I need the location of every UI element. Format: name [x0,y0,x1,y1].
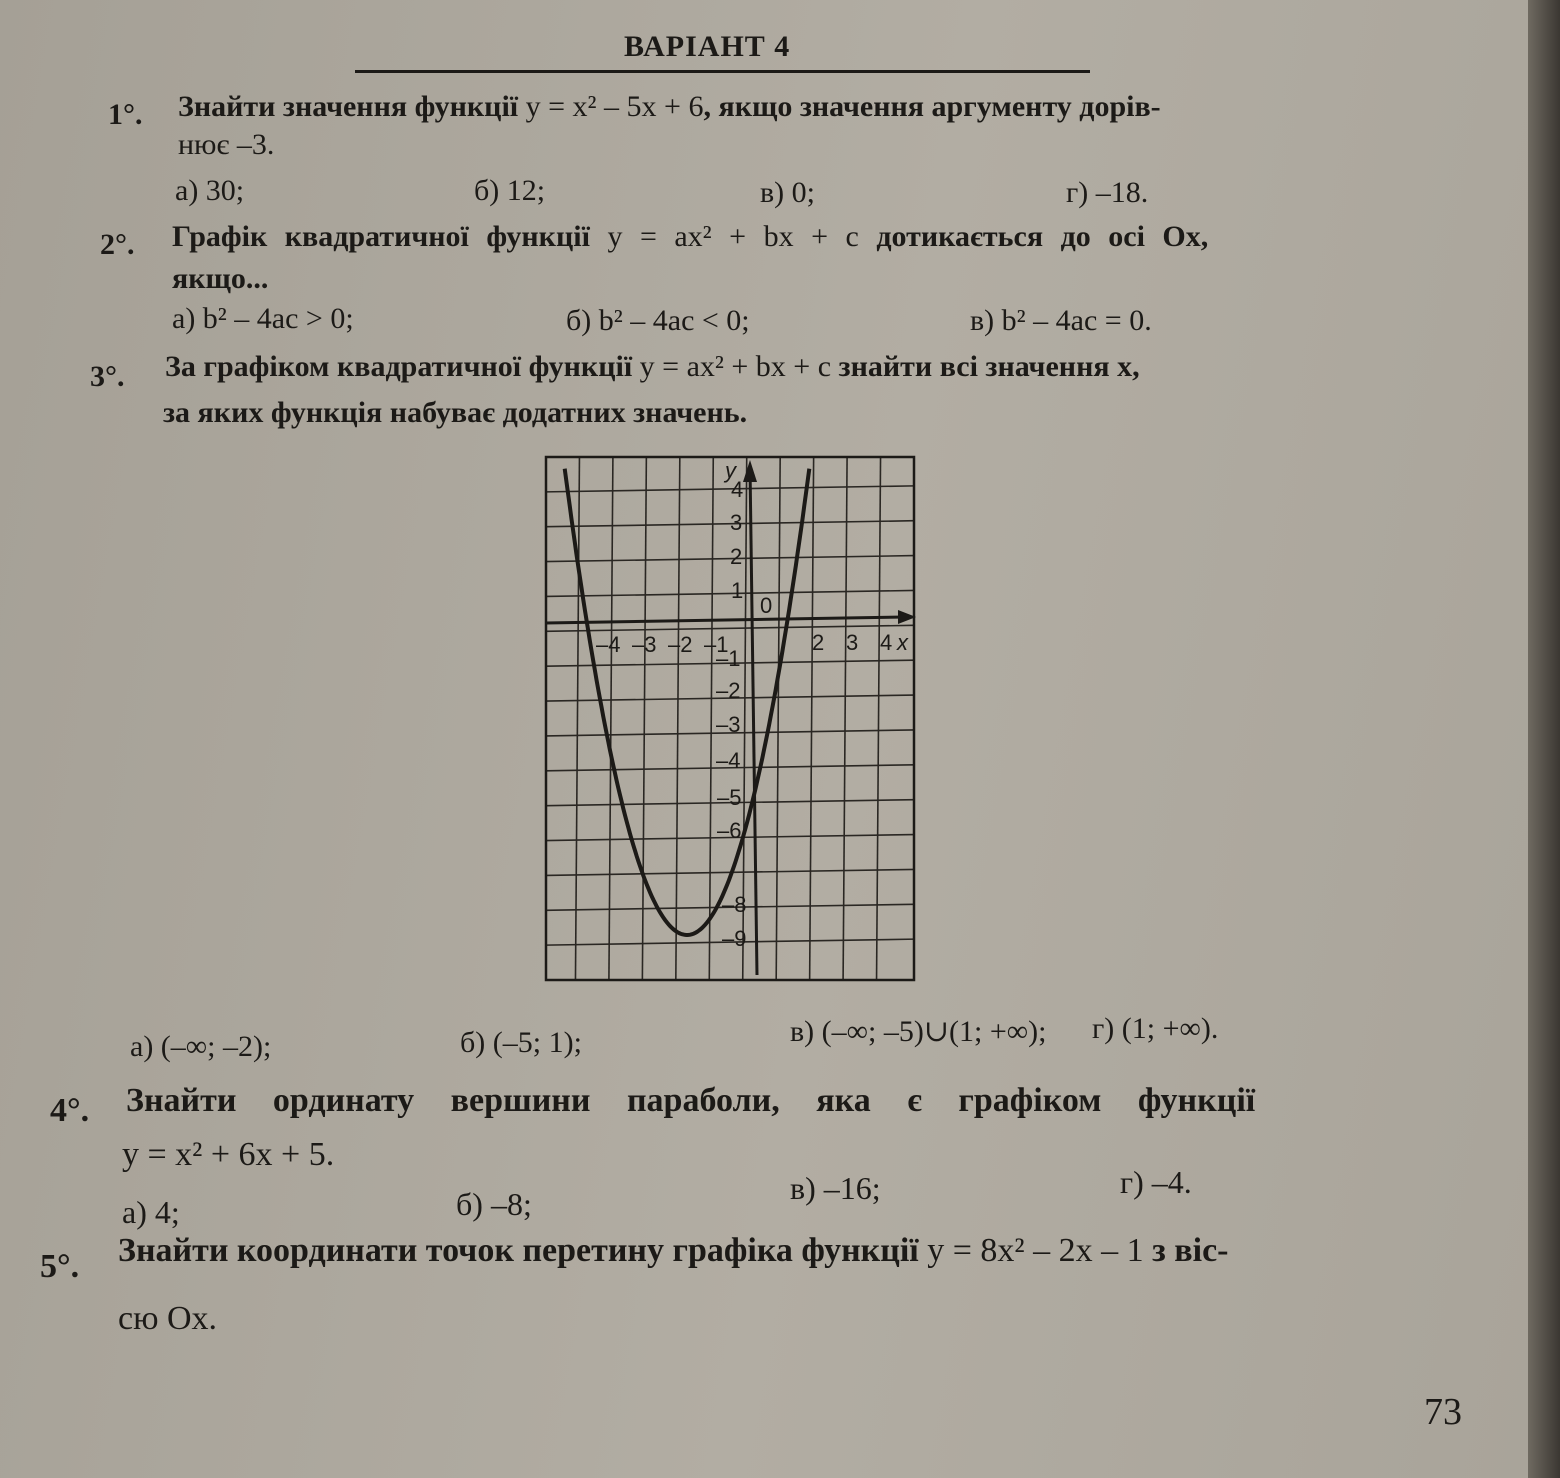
task-2-formula: y = ax² + bx + c [607,220,859,253]
page-number: 73 [1424,1391,1462,1433]
x-tick--4: –4 [596,632,621,657]
y-axis-arrow [743,460,757,482]
task-4-number: 4°. [50,1092,90,1129]
task-3-option-b: б) (–5; 1); [460,1026,582,1059]
task-2-option-c: в) b² – 4ac = 0. [970,304,1152,337]
y-tick--4: –4 [716,748,741,773]
task-4-option-a: а) 4; [122,1194,180,1230]
task-1-formula: y = x² – 5x + 6 [525,90,704,123]
task-4-formula: y = x² + 6x + 5. [122,1136,335,1173]
grid-line-v [776,457,780,980]
y-axis [750,467,757,975]
variant-title: ВАРІАНТ 4 [624,30,791,63]
y-tick-3: 3 [730,510,743,535]
x-tick-4: 4 [880,630,893,655]
x-axis [546,617,905,623]
task-3-option-c: в) (–∞; –5)∪(1; +∞); [790,1015,1047,1048]
task-1-text: Знайти значення функції y = x² – 5x + 6, якщо значення аргументу дорів- [178,90,1161,123]
task-3-text: За графіком квадратичної функції y = ax² + bx + c знайти всі значення x, [165,350,1140,383]
y-tick--6: –6 [717,818,742,843]
y-tick--3: –3 [716,712,741,737]
x-tick--2: –2 [668,632,693,657]
parabola-curve [565,469,810,935]
x-tick-2: 2 [812,630,825,655]
y-tick--2: –2 [716,678,741,703]
task-1-option-b: б) 12; [474,174,546,207]
grid-line-h [546,625,914,631]
task-5-text-line2: сю Ox. [118,1300,218,1337]
task-1-number: 1°. [108,98,143,131]
grid-line-h [546,486,914,492]
task-2-option-b: б) b² – 4ac < 0; [566,304,750,337]
task-2-text: Графік квадратичної функції y = ax² + bx + c дотикається до осі Ox, [172,220,1209,253]
origin-label: 0 [760,593,773,618]
task-5-formula: y = 8x² – 2x – 1 [927,1232,1144,1269]
y-tick--8: –8 [722,892,747,917]
task-5-text: Знайти координати точок перетину графіка функції y = 8x² – 2x – 1 з віс- [118,1232,1229,1269]
task-1-text-line2: нює –3. [178,128,275,161]
y-tick--1: –1 [716,646,741,671]
y-tick--9: –9 [722,926,747,951]
task-3-option-a: а) (–∞; –2); [130,1030,272,1063]
grid-line-v [709,457,713,980]
y-tick--5: –5 [717,785,742,810]
y-tick-2: 2 [730,544,743,569]
task-4-option-b: б) –8; [456,1186,532,1222]
task-3-text-line2: за яких функція набуває додатних значень. [163,396,748,429]
grid-line-v [609,457,613,980]
task-4-text: Знайти ординату вершини параболи, яка є графіком функції [126,1082,1256,1119]
grid-line-v [843,457,847,980]
task-2-text-line2: якщо... [172,262,269,295]
task-2-option-a: а) b² – 4ac > 0; [172,302,354,335]
y-tick-1: 1 [731,578,744,603]
x-tick-3: 3 [846,630,859,655]
task-3-option-d: г) (1; +∞). [1092,1012,1219,1045]
task-3-number: 3°. [90,360,125,393]
task-4-option-d: г) –4. [1120,1164,1192,1200]
grid-line-h [546,590,914,596]
task-1-option-c: в) 0; [760,176,815,209]
task-3-formula: y = ax² + bx + c [639,350,832,383]
task-4-option-c: в) –16; [790,1170,881,1206]
grid-line-v [575,457,579,980]
x-tick--3: –3 [632,632,657,657]
grid-line-v [642,457,646,980]
grid-line-v [877,457,881,980]
grid-line-v [676,457,680,980]
grid-line-v [810,457,814,980]
x-axis-label: x [897,630,908,655]
task-2-number: 2°. [100,228,135,261]
x-tick--1: –1 [704,632,729,657]
task-1-option-d: г) –18. [1066,176,1149,209]
task-1-option-a: а) 30; [175,174,245,207]
task-5-number: 5°. [40,1248,80,1285]
y-axis-label: y [725,458,736,483]
y-tick-4: 4 [731,477,744,502]
